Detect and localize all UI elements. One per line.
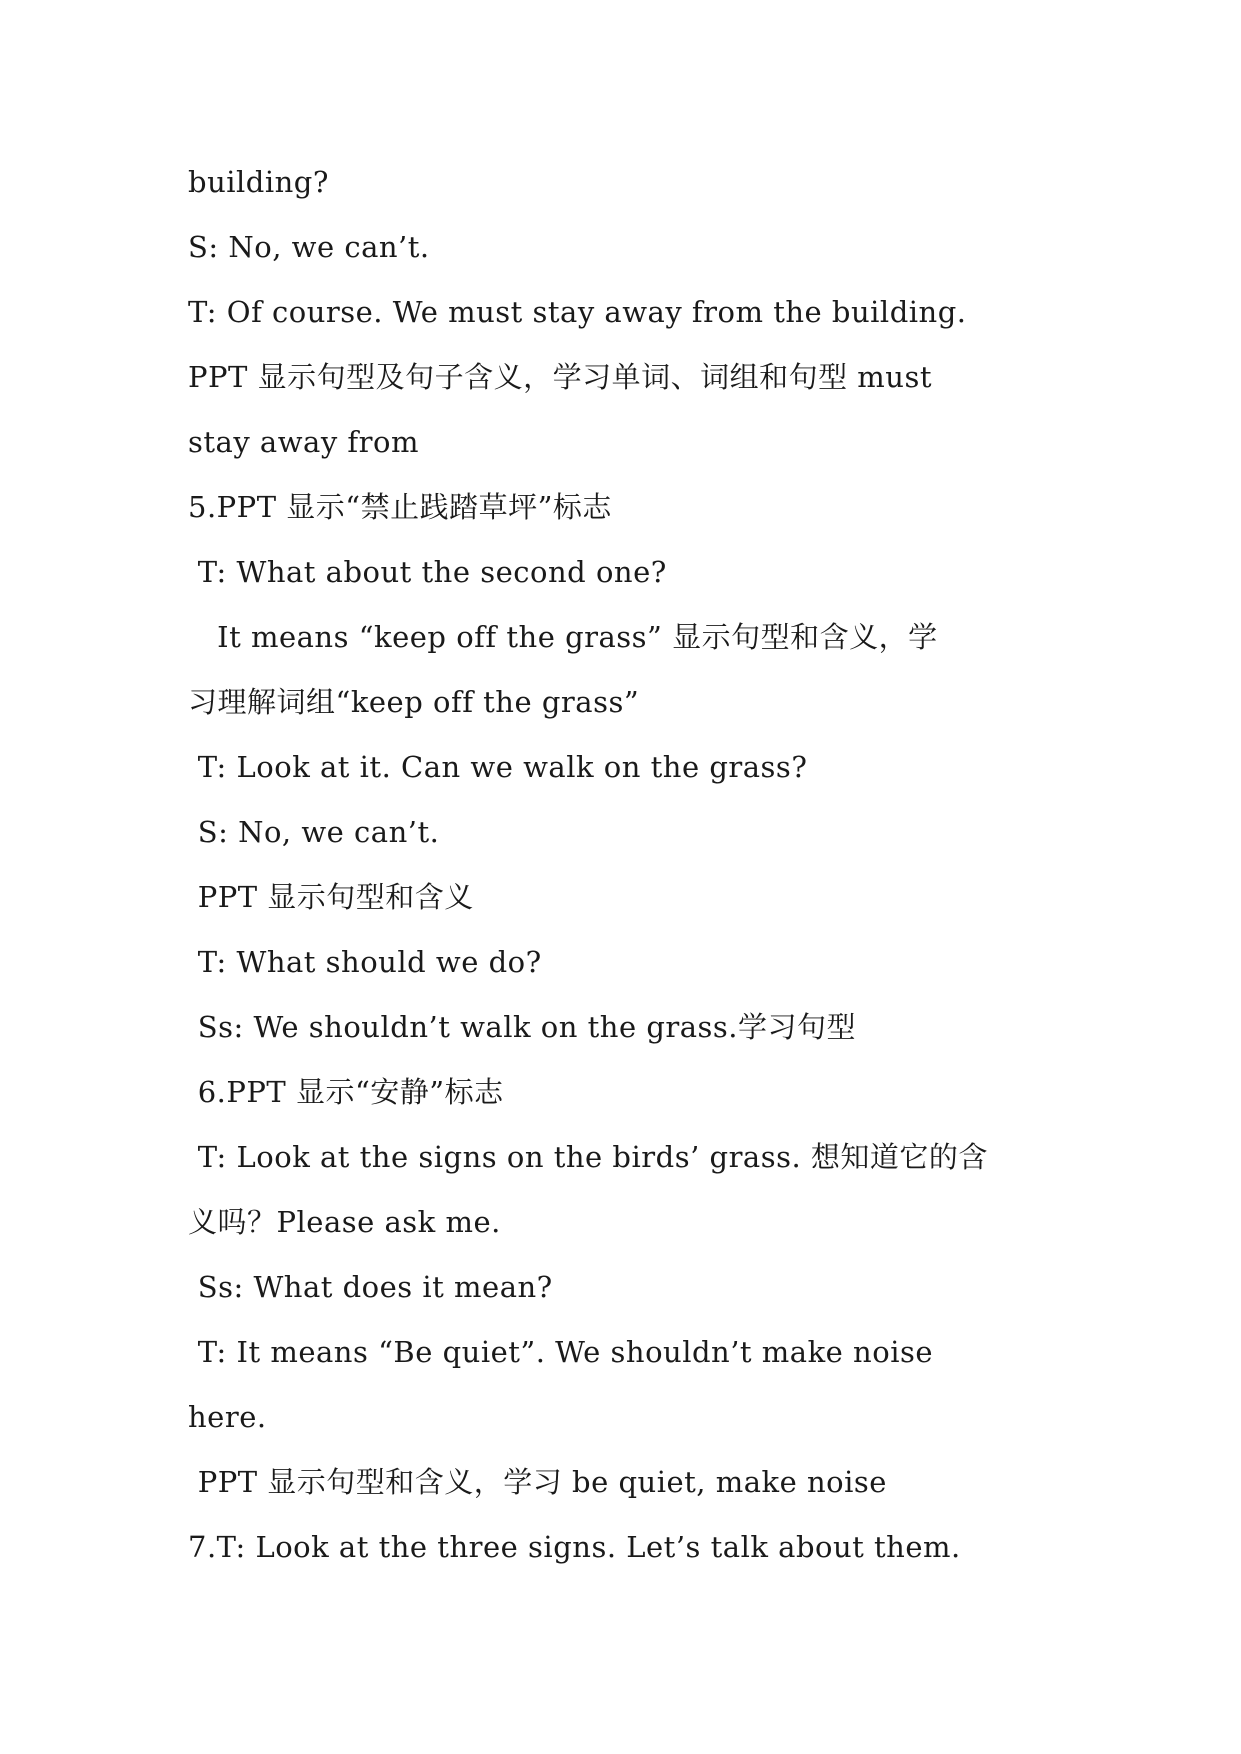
text-line: here. [188, 1400, 267, 1434]
text-line: T: What about the second one? [188, 555, 667, 589]
text-line: It means “keep off the grass” 显示句型和含义，学 [188, 620, 938, 654]
document-body [188, 150, 1088, 1580]
text-line: T: Look at it. Can we walk on the grass? [188, 750, 808, 784]
text-line: Ss: We shouldn’t walk on the grass.学习句型 [188, 1010, 857, 1044]
text-line: T: What should we do? [188, 945, 542, 979]
text-line: S: No, we can’t. [188, 230, 430, 264]
text-line: 义吗？Please ask me. [188, 1205, 501, 1239]
text-line: T: Of course. We must stay away from the building. [188, 295, 967, 329]
text-line: PPT 显示句型及句子含义，学习单词、词组和句型 must [188, 360, 933, 394]
text-line: PPT 显示句型和含义 [188, 880, 474, 914]
text-line: building? [188, 165, 329, 199]
section-heading-7: 7.T: Look at the three signs. Let’s talk about them. [188, 1530, 961, 1564]
text-line: T: Look at the signs on the birds’ grass. 想知道它的含 [188, 1140, 988, 1174]
text-line: 习理解词组“keep off the grass” [188, 685, 640, 719]
section-heading-5: 5.PPT 显示“禁止践踏草坪”标志 [188, 490, 612, 524]
text-line: stay away from [188, 425, 419, 459]
section-heading-6: 6.PPT 显示“安静”标志 [188, 1075, 504, 1109]
text-line: T: It means “Be quiet”. We shouldn’t make noise [188, 1335, 934, 1369]
text-line: Ss: What does it mean? [188, 1270, 553, 1304]
text-line: PPT 显示句型和含义，学习 be quiet, make noise [188, 1465, 887, 1499]
text-line: S: No, we can’t. [188, 815, 440, 849]
